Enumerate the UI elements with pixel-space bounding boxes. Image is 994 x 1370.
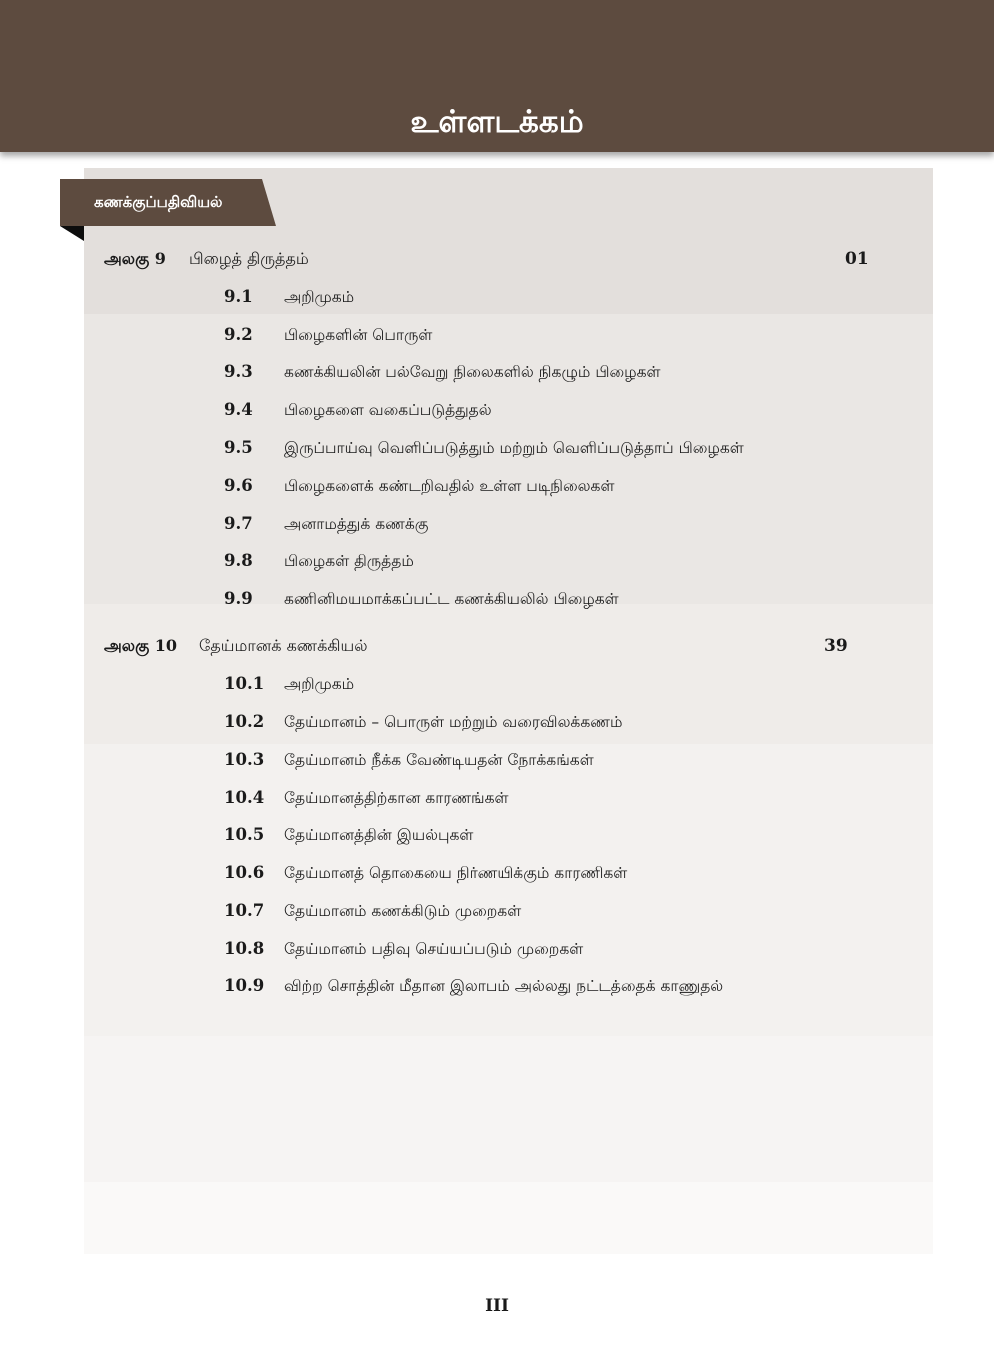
item-title: தேய்மானம் கணக்கிடும் முறைகள் — [284, 902, 522, 920]
item-number: 10.4 — [224, 788, 265, 807]
item-number: 10.6 — [224, 863, 265, 882]
item-number: 10.9 — [224, 976, 265, 995]
item-number: 10.2 — [224, 712, 265, 731]
unit-page-number: 01 — [845, 249, 869, 269]
item-title: தேய்மானத்தின் இயல்புகள் — [284, 826, 474, 844]
item-title: பிழைகள் திருத்தம் — [284, 552, 414, 570]
unit-title: தேய்மானக் கணக்கியல் — [199, 636, 368, 655]
item-number: 10.8 — [224, 939, 265, 958]
unit-label: அலகு 10 — [104, 636, 178, 655]
item-number: 9.3 — [224, 362, 253, 381]
item-title: தேய்மானம் நீக்க வேண்டியதன் நோக்கங்கள் — [284, 751, 594, 769]
item-title: தேய்மானத் தொகையை நிர்ணயிக்கும் காரணிகள் — [284, 864, 628, 882]
item-number: 9.9 — [224, 589, 253, 608]
item-title: அறிமுகம் — [284, 288, 355, 306]
item-title: பிழைகளைக் கண்டறிவதில் உள்ள படிநிலைகள் — [284, 477, 615, 495]
item-title: தேய்மானத்திற்கான காரணங்கள் — [284, 789, 509, 807]
unit-label: அலகு 9 — [104, 249, 166, 268]
item-number: 10.5 — [224, 825, 265, 844]
unit-page-number: 39 — [824, 636, 848, 656]
item-number: 9.8 — [224, 551, 253, 570]
item-number: 10.3 — [224, 750, 265, 769]
item-number: 10.7 — [224, 901, 265, 920]
item-title: விற்ற சொத்தின் மீதான இலாபம் அல்லது நட்டத்தைக் காணுதல் — [284, 977, 724, 995]
page-title: உள்ளடக்கம் — [410, 104, 584, 140]
section-tab-fold — [60, 226, 84, 241]
item-title: அறிமுகம் — [284, 675, 355, 693]
item-number: 9.1 — [224, 287, 253, 306]
page-number: III — [485, 1296, 509, 1316]
item-number: 9.5 — [224, 438, 253, 457]
item-number: 9.6 — [224, 476, 253, 495]
panel-shade — [84, 1182, 933, 1254]
item-number: 9.7 — [224, 514, 253, 533]
item-number: 9.2 — [224, 325, 253, 344]
item-title: இருப்பாய்வு வெளிப்படுத்தும் மற்றும் வெளிப்படுத்தாப் பிழைகள் — [284, 439, 744, 457]
item-title: கணக்கியலின் பல்வேறு நிலைகளில் நிகழும் பிழைகள் — [284, 363, 661, 381]
item-title: தேய்மானம் – பொருள் மற்றும் வரைவிலக்கணம் — [284, 713, 623, 731]
item-title: தேய்மானம் பதிவு செய்யப்படும் முறைகள் — [284, 940, 584, 958]
panel-shade — [84, 1036, 933, 1182]
item-number: 9.4 — [224, 400, 253, 419]
item-title: அனாமத்துக் கணக்கு — [284, 515, 429, 533]
item-title: பிழைகளை வகைப்படுத்துதல் — [284, 401, 492, 419]
item-number: 10.1 — [224, 674, 265, 693]
unit-title: பிழைத் திருத்தம் — [189, 249, 309, 268]
item-title: பிழைகளின் பொருள் — [284, 326, 433, 344]
section-label: கணக்குப்பதிவியல் — [94, 193, 223, 211]
item-title: கணினிமயமாக்கப்பட்ட கணக்கியலில் பிழைகள் — [284, 590, 619, 608]
